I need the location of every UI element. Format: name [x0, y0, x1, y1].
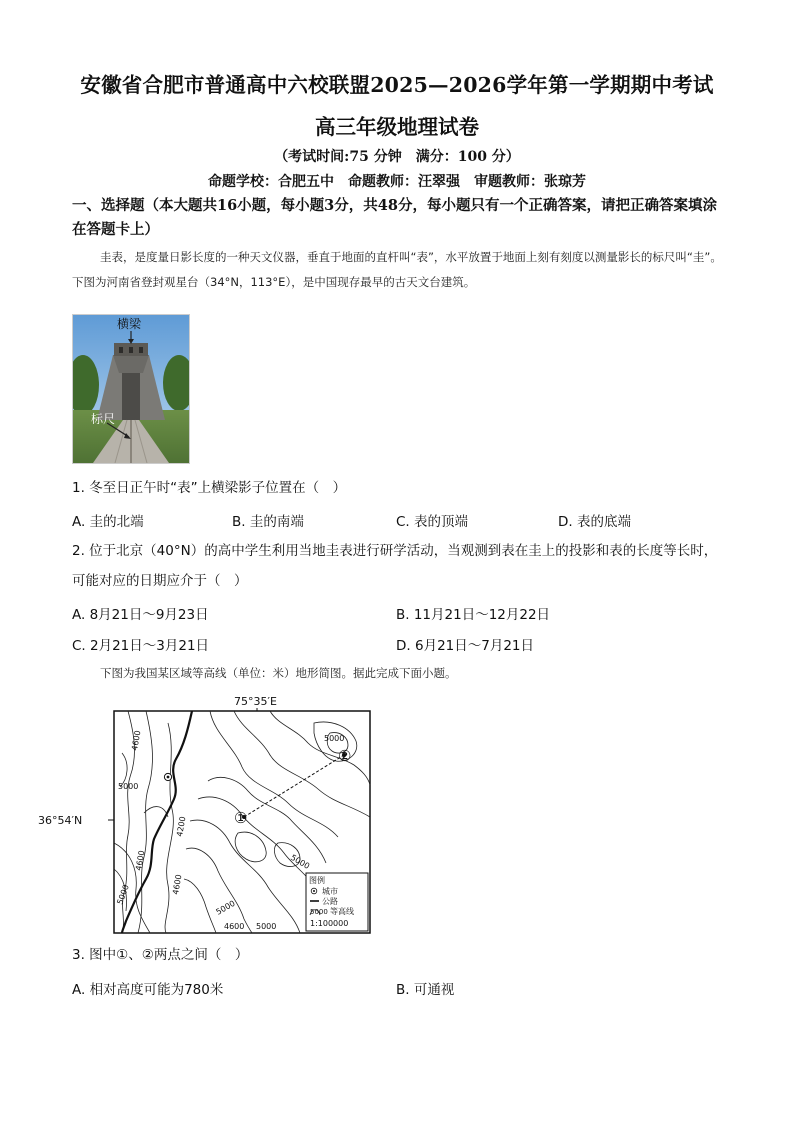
legend-road: 公路	[322, 897, 338, 906]
question-1-stem: 1. 冬至日正午时“表”上横梁影子位置在（ ）	[72, 480, 347, 496]
question-2-stem: 2. 位于北京（40°N）的高中学生利用当地圭表进行研学活动，当观测到表在圭上的投影和表的长度等长时，可能对应的日期应介于（ ）	[72, 543, 718, 589]
contour-map-svg	[38, 693, 388, 943]
map-point-2: ②	[338, 747, 352, 765]
section-heading: 一、选择题（本大题共16小题，每小题3分，共48分，每小题只有一个正确答案，请把正确答案填涂在答题卡上）	[72, 197, 717, 238]
contour-label: 4600	[171, 873, 184, 896]
question-1-option-d[interactable]: D. 表的底端	[558, 514, 631, 530]
question-2-option-a[interactable]: A. 8月21日～9月23日	[72, 607, 209, 623]
contour-label: 4600	[134, 849, 147, 872]
question-1-option-b[interactable]: B. 圭的南端	[232, 514, 304, 530]
question-2-option-c[interactable]: C. 2月21日～3月21日	[72, 638, 210, 654]
exam-subtitle: 高三年级地理试卷	[315, 115, 479, 139]
question-3-option-a[interactable]: A. 相对高度可能为780米	[72, 982, 224, 998]
question-3-option-b[interactable]: B. 可通视	[396, 982, 455, 998]
contour-label: 4600	[130, 729, 143, 752]
exam-title: 安徽省合肥市普通高中六校联盟2025—2026学年第一学期期中考试	[80, 73, 714, 97]
question-1-option-a[interactable]: A. 圭的北端	[72, 514, 144, 530]
question-2-option-d[interactable]: D. 6月21日～7月21日	[396, 638, 535, 654]
exam-info: （考试时间:75 分钟 满分：100 分）	[274, 149, 520, 165]
photo-label-beam: 横梁	[117, 317, 142, 331]
legend-contour: 等高线	[330, 907, 354, 916]
legend-city: 城市	[322, 887, 338, 896]
contour-label: 4600	[224, 922, 245, 931]
legend-title: 图例	[309, 876, 325, 885]
photo-label-ruler: 标尺	[91, 412, 116, 426]
question-1-option-c[interactable]: C. 表的顶端	[396, 514, 469, 530]
map-intro: 下图为我国某区域等高线（单位：米）地形简图。据此完成下面小题。	[100, 666, 457, 680]
map-scale: 1:100000	[310, 919, 349, 928]
exam-authors: 命题学校：合肥五中 命题教师：汪翠强 审题教师：张琼芳	[208, 174, 586, 190]
contour-map	[38, 693, 388, 943]
contour-label: 5000	[289, 852, 312, 871]
observatory-illustration	[73, 315, 189, 463]
contour-label: 5000	[256, 922, 277, 931]
map-longitude-label: 75°35′E	[234, 695, 277, 708]
contour-label: 5000	[214, 898, 237, 917]
intro-paragraph: 圭表，是度量日影长度的一种天文仪器，垂直于地面的直杆叫“表”，水平放置于地面上刻有刻度以测量影长的标尺叫“圭”。下图为河南省登封观星台（34°N，113°E），是中国现存最早的古天文台建筑。	[72, 250, 722, 289]
contour-label: 5000	[324, 734, 345, 743]
legend-contour-value: 5000	[310, 908, 328, 916]
observatory-photo	[72, 314, 190, 464]
contour-label: 4200	[175, 815, 188, 838]
contour-label: 5000	[115, 883, 131, 906]
map-point-1: ①	[234, 809, 248, 827]
question-3-stem: 3. 图中①、②两点之间（ ）	[72, 947, 249, 963]
question-2-option-b[interactable]: B. 11月21日～12月22日	[396, 607, 551, 623]
contour-label: 5000	[118, 782, 139, 791]
map-latitude-label: 36°54′N	[38, 814, 83, 827]
